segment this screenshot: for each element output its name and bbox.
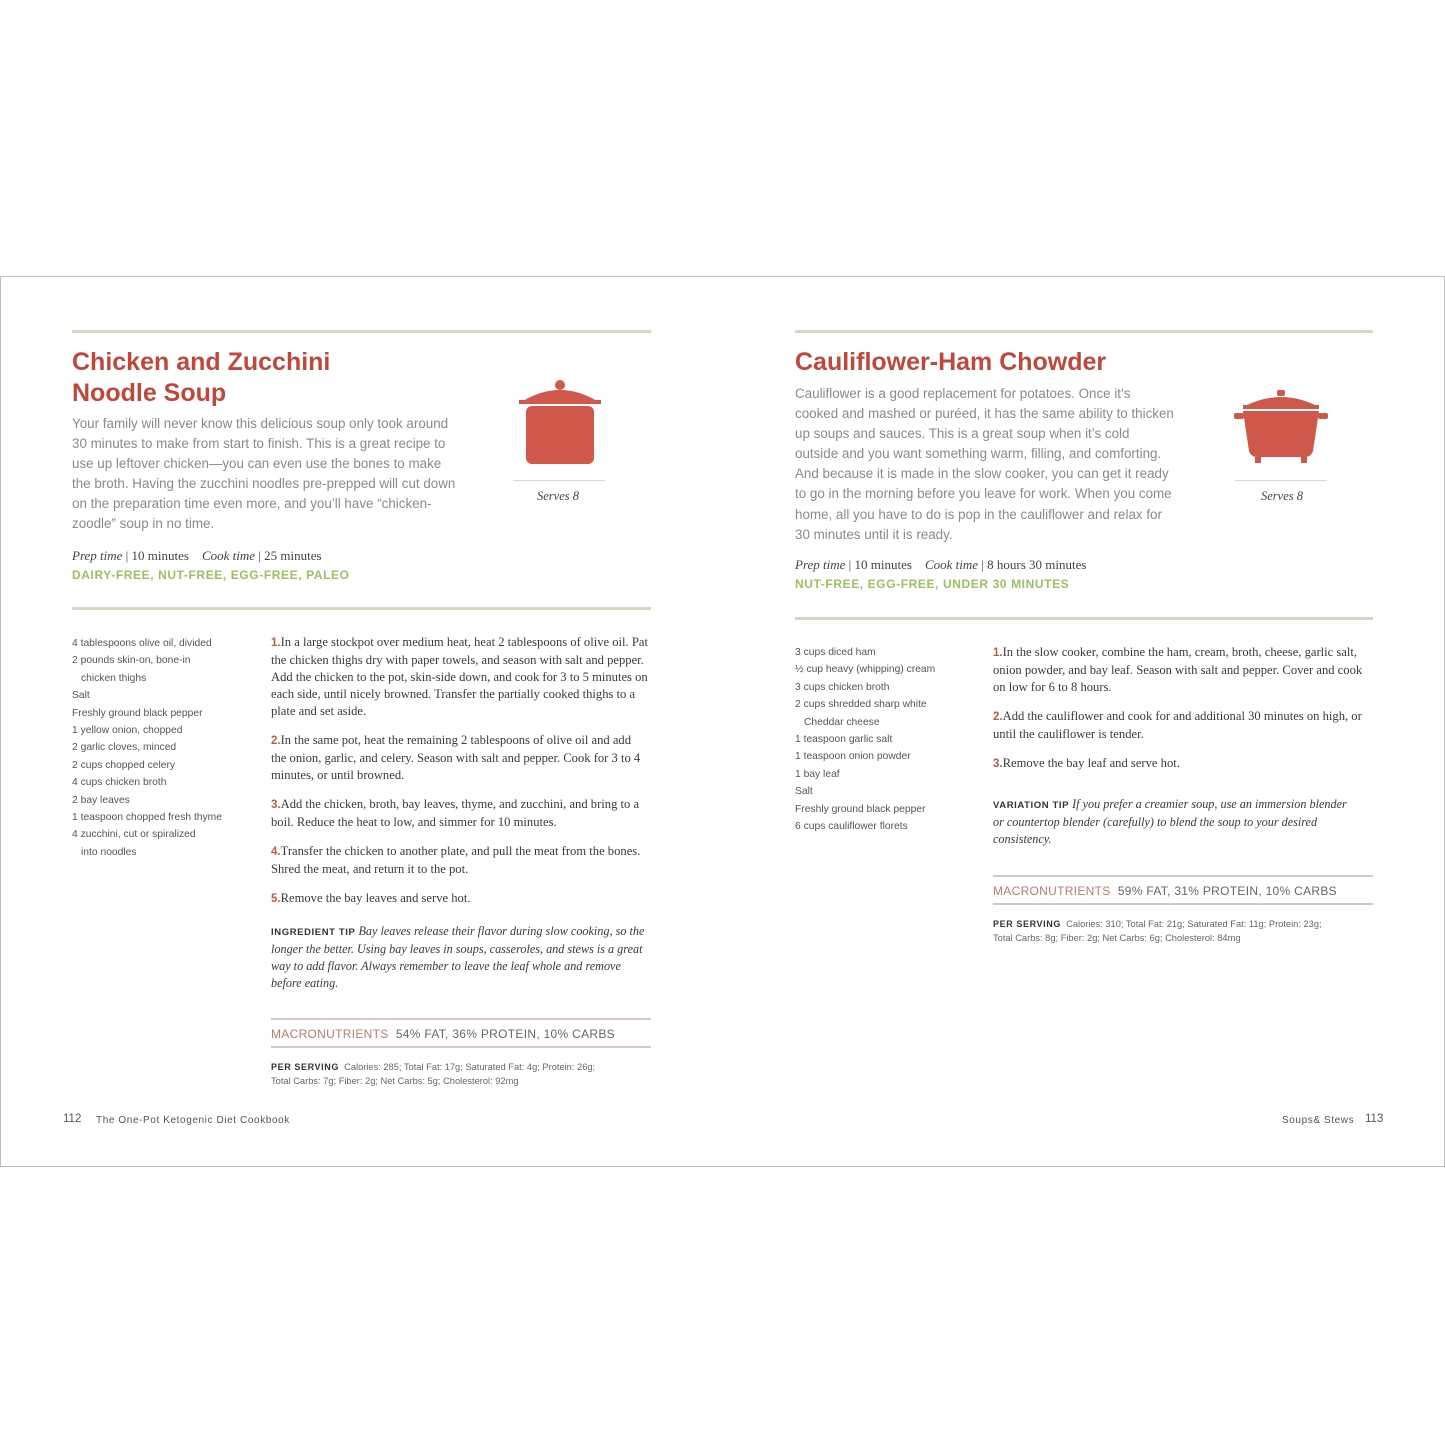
icon-underline xyxy=(1235,480,1327,481)
cook-label: Cook time xyxy=(201,548,256,563)
recipe-title-line1: Chicken and Zucchini xyxy=(72,348,331,376)
page-number: 113 xyxy=(1365,1113,1384,1125)
time-info: Prep time | 10 minutes Cook time | 8 hours 30 minutes xyxy=(795,557,1087,572)
step-list xyxy=(271,634,649,920)
ingredient-item: ½ cup heavy (whipping) cream xyxy=(795,664,936,676)
diet-tags: NUT-FREE, EGG-FREE, UNDER 30 MINUTES xyxy=(795,577,1070,591)
macronutrients xyxy=(271,1027,615,1041)
section-rule xyxy=(795,617,1373,620)
step-item xyxy=(271,732,649,784)
icon-underline xyxy=(513,480,605,481)
cook-value: 25 minutes xyxy=(264,548,322,563)
serving-label: PER SERVING xyxy=(993,919,1061,929)
step-item xyxy=(271,890,649,908)
macro-rule-top xyxy=(271,1018,651,1020)
section-rule xyxy=(72,607,651,610)
serves: Serves 8 xyxy=(1261,489,1303,503)
step-item xyxy=(993,644,1373,696)
macro-label: MACRONUTRIENTS xyxy=(271,1027,389,1041)
step-text: Add the cauliflower and cook for and additional 30 minutes on high, or until the cauliflower is tender. xyxy=(993,709,1362,741)
ingredient-list xyxy=(72,635,257,861)
step-item xyxy=(271,843,649,878)
prep-label: Prep time xyxy=(795,557,846,572)
ingredient-item: 1 yellow onion, chopped xyxy=(72,725,183,737)
ingredient-item: 2 garlic cloves, minced xyxy=(72,742,177,754)
macro-rule-bottom xyxy=(271,1046,651,1048)
macronutrients xyxy=(993,884,1337,898)
recipe-intro: Cauliflower is a good replacement for potatoes. Once it’s cooked and mashed or puréed, it has the same ability to thicken up soups and sauces. This is a great soup when it’s cold outside and you want something warm, filling, and comforting. And because it is made in the slow cooker, you can get it ready to go in the morning before you leave for work. When you come home, all you have to do is pop in the cauliflower and relax for 30 minutes until it is ready. xyxy=(795,386,1174,542)
step-item xyxy=(271,634,649,720)
recipe-title xyxy=(72,347,492,409)
step-number: 4. xyxy=(271,846,281,858)
step-list xyxy=(993,644,1373,785)
step-text: Add the chicken, broth, bay leaves, thyme, and zucchini, and bring to a boil. Reduce the heat to low, and simmer for 10 minutes. xyxy=(271,797,640,829)
step-text: In the slow cooker, combine the ham, cream, broth, cheese, garlic salt, onion powder, and bay leaf. Season with salt and pepper. Cover and cook on low for 6 to 8 hours. xyxy=(993,645,1363,694)
step-text: Remove the bay leaves and serve hot. xyxy=(280,891,471,905)
diet-tags: DAIRY-FREE, NUT-FREE, EGG-FREE, PALEO xyxy=(72,568,350,582)
slow-cooker-icon xyxy=(1233,389,1329,465)
top-rule xyxy=(72,330,651,333)
per-serving xyxy=(271,1060,606,1088)
recipe-title-line2: Noodle Soup xyxy=(72,379,227,407)
ingredient-item: 4 zucchini, cut or spiralized xyxy=(72,829,196,841)
ingredient-item: into noodles xyxy=(81,846,137,858)
left-page xyxy=(1,277,722,1166)
page-number: 112 xyxy=(63,1113,82,1125)
tip-label: VARIATION TIP xyxy=(993,800,1070,811)
step-text: In the same pot, heat the remaining 2 tablespoons of olive oil and add the onion, garlic, and celery. Season with salt and pepper. Cook for 3 to 4 minutes, or until browned. xyxy=(271,733,641,782)
top-rule xyxy=(795,330,1373,333)
section-title: Soups& Stews xyxy=(1282,1115,1355,1126)
ingredient-item: Freshly ground black pepper xyxy=(795,803,926,815)
ingredient-item: Salt xyxy=(72,690,90,702)
serving-text: Calories: 310; Total Fat: 21g; Saturated Fat: 11g; Protein: 23g; Total Carbs: 8g; Fiber: 2g; Net Carbs: 6g; Cholesterol: 84mg xyxy=(993,919,1322,943)
step-number: 1. xyxy=(271,637,281,649)
macro-rule-bottom xyxy=(993,903,1373,905)
prep-label: Prep time xyxy=(72,548,123,563)
step-number: 1. xyxy=(993,647,1003,659)
tip-label: INGREDIENT TIP xyxy=(271,927,356,938)
stockpot-icon xyxy=(515,377,605,469)
step-item xyxy=(993,755,1373,773)
ingredient-item: 2 cups shredded sharp white xyxy=(795,699,927,711)
ingredient-item: 4 cups chicken broth xyxy=(72,777,167,789)
ingredient-item: Cheddar cheese xyxy=(804,716,880,728)
ingredient-item: 6 cups cauliflower florets xyxy=(795,821,908,833)
step-number: 2. xyxy=(993,711,1003,723)
ingredient-item: 3 cups diced ham xyxy=(795,647,876,658)
ingredient-item: 1 bay leaf xyxy=(795,768,840,780)
book-spread xyxy=(0,276,1445,1167)
prep-value: 10 minutes xyxy=(131,548,189,563)
step-number: 5. xyxy=(271,893,281,905)
per-serving xyxy=(993,917,1333,945)
tip-text: If you prefer a creamier soup, use an immersion blender or countertop blender (carefully) to blend the soup to your desired consistency. xyxy=(993,797,1347,846)
ingredient-item: Freshly ground black pepper xyxy=(72,707,203,719)
step-text: In a large stockpot over medium heat, heat 2 tablespoons of olive oil. Pat the chicken thighs dry with paper towels, and season with salt and pepper. Add the chicken to the pot, skin-side down, and cook for 3 to 5 minutes on each side, until nicely browned. Transfer the partially cooked thighs to a plate and set aside. xyxy=(271,635,648,718)
macro-label: MACRONUTRIENTS xyxy=(993,884,1111,898)
ingredient-item: 3 cups chicken broth xyxy=(795,681,890,693)
recipe-title: Cauliflower-Ham Chowder xyxy=(795,348,1107,376)
serves: Serves 8 xyxy=(537,489,579,503)
serving-text: Calories: 285; Total Fat: 17g; Saturated Fat: 4g; Protein: 26g; Total Carbs: 7g; Fiber: 2g; Net Carbs: 5g; Cholesterol: 92mg xyxy=(271,1062,596,1086)
ingredient-item: 1 teaspoon garlic salt xyxy=(795,734,893,746)
step-number: 2. xyxy=(271,735,281,747)
step-text: Remove the bay leaf and serve hot. xyxy=(1002,756,1180,770)
ingredient-item: 1 teaspoon chopped fresh thyme xyxy=(72,812,222,824)
cook-value: 8 hours 30 minutes xyxy=(987,557,1087,572)
ingredient-item: chicken thighs xyxy=(81,672,147,684)
ingredient-item: 2 bay leaves xyxy=(72,794,130,806)
step-number: 3. xyxy=(271,799,281,811)
book-title: The One-Pot Ketogenic Diet Cookbook xyxy=(96,1115,290,1126)
prep-value: 10 minutes xyxy=(854,557,912,572)
right-page xyxy=(723,277,1444,1166)
variation-tip xyxy=(993,796,1353,848)
step-text: Transfer the chicken to another plate, and pull the meat from the bones. Shred the meat, and return it to the pot. xyxy=(271,844,641,876)
ingredient-list xyxy=(795,644,980,835)
step-item xyxy=(271,796,649,831)
serving-label: PER SERVING xyxy=(271,1062,339,1072)
time-info: Prep time | 10 minutes Cook time | 25 minutes xyxy=(72,548,322,563)
recipe-intro: Your family will never know this delicious soup only took around 30 minutes to make from start to finish. This is a great recipe to use up leftover chicken—you can even use the bones to make the broth. Having the zucchini noodles pre-prepped will cut down on the preparation time even more, and you’ll have “chicken-zoodle” soup in no time. xyxy=(72,416,456,532)
step-number: 3. xyxy=(993,758,1003,770)
cook-label: Cook time xyxy=(924,557,979,572)
tip-text: Bay leaves release their flavor during slow cooking, so the longer the better. Using bay leaves in soups, casseroles, and stews is a great way to add flavor. Always remember to leave the leaf whole and remove before eating. xyxy=(271,924,645,990)
ingredient-tip xyxy=(271,923,649,992)
step-item xyxy=(993,708,1373,743)
macro-value: 59% FAT, 31% PROTEIN, 10% CARBS xyxy=(1117,884,1337,898)
ingredient-item: 4 tablespoons olive oil, divided xyxy=(72,638,212,649)
ingredient-item: 2 pounds skin-on, bone-in xyxy=(72,655,191,667)
macro-value: 54% FAT, 36% PROTEIN, 10% CARBS xyxy=(395,1027,615,1041)
ingredient-item: Salt xyxy=(795,786,813,798)
macro-rule-top xyxy=(993,875,1373,877)
ingredient-item: 1 teaspoon onion powder xyxy=(795,751,911,763)
ingredient-item: 2 cups chopped celery xyxy=(72,759,176,771)
